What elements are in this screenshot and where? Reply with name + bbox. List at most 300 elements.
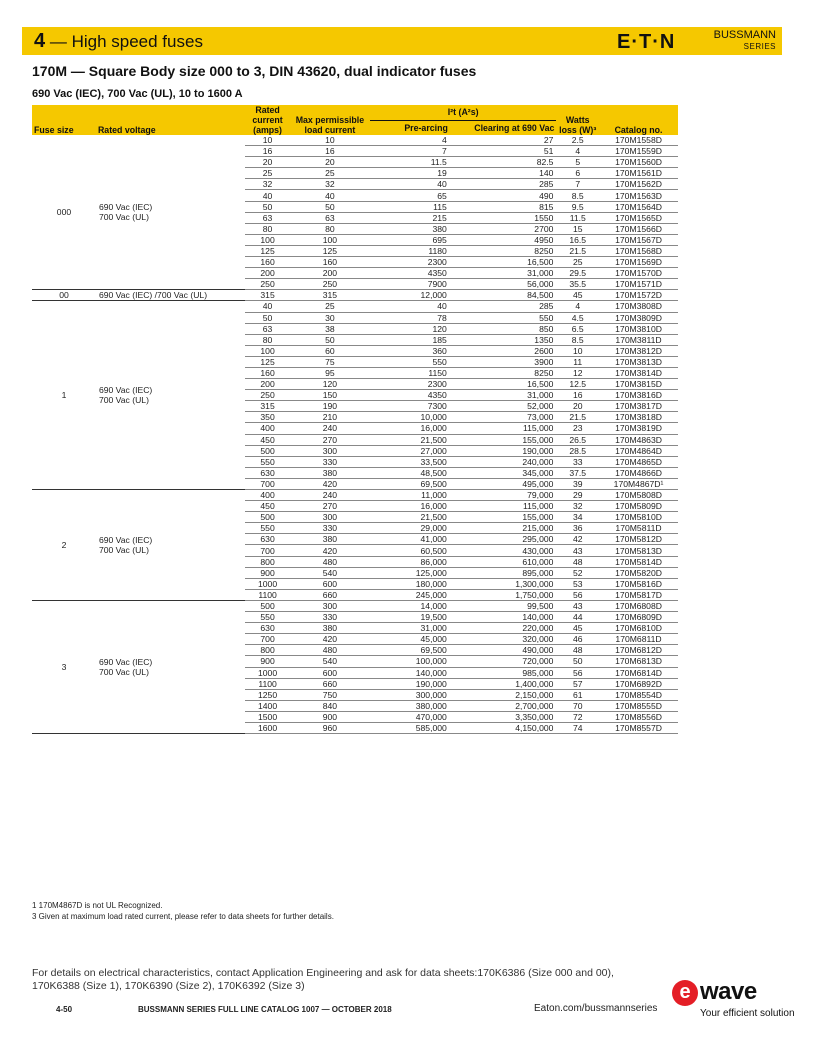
clearing-cell: 550 bbox=[450, 312, 557, 323]
pre-arcing-cell: 40 bbox=[370, 179, 450, 190]
clearing-cell: 1350 bbox=[450, 334, 557, 345]
watts-cell: 74 bbox=[556, 722, 599, 733]
watts-cell: 21.5 bbox=[556, 412, 599, 423]
rated-current-cell: 80 bbox=[245, 334, 290, 345]
pre-arcing-cell: 11.5 bbox=[370, 157, 450, 168]
pre-arcing-cell: 125,000 bbox=[370, 567, 450, 578]
clearing-cell: 1,750,000 bbox=[450, 589, 557, 600]
watts-cell: 12 bbox=[556, 367, 599, 378]
clearing-cell: 215,000 bbox=[450, 523, 557, 534]
catalog-cell: 170M6808D bbox=[599, 600, 678, 611]
pre-arcing-cell: 4 bbox=[370, 135, 450, 146]
rated-current-cell: 32 bbox=[245, 179, 290, 190]
clearing-cell: 2600 bbox=[450, 345, 557, 356]
watts-cell: 34 bbox=[556, 512, 599, 523]
section-banner bbox=[22, 27, 782, 55]
max-load-cell: 210 bbox=[290, 412, 370, 423]
website-link[interactable]: Eaton.com/bussmannseries bbox=[534, 1003, 658, 1014]
max-load-cell: 660 bbox=[290, 678, 370, 689]
pre-arcing-cell: 45,000 bbox=[370, 634, 450, 645]
pre-arcing-cell: 7 bbox=[370, 146, 450, 157]
watts-cell: 70 bbox=[556, 700, 599, 711]
pre-arcing-cell: 19,500 bbox=[370, 612, 450, 623]
col-rated-current: Rated current (amps) bbox=[245, 105, 290, 135]
rated-current-cell: 25 bbox=[245, 168, 290, 179]
max-load-cell: 330 bbox=[290, 456, 370, 467]
watts-cell: 20 bbox=[556, 401, 599, 412]
catalog-footer: BUSSMANN SERIES FULL LINE CATALOG 1007 — OCTOBER 2018 bbox=[138, 1005, 392, 1014]
pre-arcing-cell: 14,000 bbox=[370, 600, 450, 611]
clearing-cell: 56,000 bbox=[450, 279, 557, 290]
rated-voltage-cell: 690 Vac (IEC) 700 Vac (UL) bbox=[96, 135, 245, 290]
rated-current-cell: 100 bbox=[245, 234, 290, 245]
catalog-cell: 170M6812D bbox=[599, 645, 678, 656]
catalog-cell: 170M3812D bbox=[599, 345, 678, 356]
rated-current-cell: 160 bbox=[245, 367, 290, 378]
max-load-cell: 160 bbox=[290, 257, 370, 268]
max-load-cell: 380 bbox=[290, 534, 370, 545]
pre-arcing-cell: 2300 bbox=[370, 379, 450, 390]
rated-current-cell: 630 bbox=[245, 467, 290, 478]
rated-current-cell: 550 bbox=[245, 612, 290, 623]
catalog-cell: 170M3817D bbox=[599, 401, 678, 412]
catalog-cell: 170M1563D bbox=[599, 190, 678, 201]
rated-current-cell: 100 bbox=[245, 345, 290, 356]
rated-current-cell: 450 bbox=[245, 501, 290, 512]
max-load-cell: 120 bbox=[290, 379, 370, 390]
pre-arcing-cell: 10,000 bbox=[370, 412, 450, 423]
catalog-cell: 170M1569D bbox=[599, 257, 678, 268]
rated-current-cell: 315 bbox=[245, 401, 290, 412]
rated-current-cell: 1000 bbox=[245, 578, 290, 589]
eaton-logo: E·T·N bbox=[617, 31, 676, 53]
watts-cell: 56 bbox=[556, 667, 599, 678]
max-load-cell: 330 bbox=[290, 612, 370, 623]
clearing-cell: 240,000 bbox=[450, 456, 557, 467]
pre-arcing-cell: 550 bbox=[370, 356, 450, 367]
fuse-size-cell: 000 bbox=[32, 135, 96, 290]
rated-current-cell: 250 bbox=[245, 279, 290, 290]
catalog-cell: 170M6810D bbox=[599, 623, 678, 634]
pre-arcing-cell: 300,000 bbox=[370, 689, 450, 700]
clearing-cell: 8250 bbox=[450, 367, 557, 378]
catalog-cell: 170M5820D bbox=[599, 567, 678, 578]
catalog-cell: 170M1560D bbox=[599, 157, 678, 168]
max-load-cell: 480 bbox=[290, 556, 370, 567]
catalog-cell: 170M8554D bbox=[599, 689, 678, 700]
max-load-cell: 840 bbox=[290, 700, 370, 711]
clearing-cell: 190,000 bbox=[450, 445, 557, 456]
clearing-cell: 895,000 bbox=[450, 567, 557, 578]
rated-current-cell: 700 bbox=[245, 478, 290, 489]
watts-cell: 57 bbox=[556, 678, 599, 689]
page-subtitle: 170M — Square Body size 000 to 3, DIN 43620, dual indicator fuses bbox=[32, 63, 477, 79]
rated-current-cell: 400 bbox=[245, 423, 290, 434]
max-load-cell: 25 bbox=[290, 168, 370, 179]
max-load-cell: 900 bbox=[290, 711, 370, 722]
clearing-cell: 16,500 bbox=[450, 257, 557, 268]
rated-current-cell: 1100 bbox=[245, 589, 290, 600]
rated-current-cell: 50 bbox=[245, 201, 290, 212]
pre-arcing-cell: 2300 bbox=[370, 257, 450, 268]
pre-arcing-cell: 78 bbox=[370, 312, 450, 323]
pre-arcing-cell: 695 bbox=[370, 234, 450, 245]
max-load-cell: 80 bbox=[290, 223, 370, 234]
catalog-cell: 170M1559D bbox=[599, 146, 678, 157]
watts-cell: 72 bbox=[556, 711, 599, 722]
clearing-cell: 985,000 bbox=[450, 667, 557, 678]
clearing-cell: 31,000 bbox=[450, 268, 557, 279]
catalog-cell: 170M6811D bbox=[599, 634, 678, 645]
pre-arcing-cell: 180,000 bbox=[370, 578, 450, 589]
catalog-cell: 170M1558D bbox=[599, 135, 678, 146]
max-load-cell: 420 bbox=[290, 634, 370, 645]
pre-arcing-cell: 245,000 bbox=[370, 589, 450, 600]
pre-arcing-cell: 41,000 bbox=[370, 534, 450, 545]
catalog-cell: 170M3813D bbox=[599, 356, 678, 367]
rated-current-cell: 450 bbox=[245, 434, 290, 445]
max-load-cell: 40 bbox=[290, 190, 370, 201]
fuse-size-cell: 1 bbox=[32, 301, 96, 490]
max-load-cell: 270 bbox=[290, 501, 370, 512]
max-load-cell: 300 bbox=[290, 600, 370, 611]
clearing-cell: 4950 bbox=[450, 234, 557, 245]
col-fuse-size: Fuse size bbox=[32, 105, 96, 135]
catalog-cell: 170M5810D bbox=[599, 512, 678, 523]
pre-arcing-cell: 21,500 bbox=[370, 434, 450, 445]
page-number: 4-50 bbox=[56, 1005, 73, 1014]
max-load-cell: 240 bbox=[290, 490, 370, 501]
watts-cell: 43 bbox=[556, 545, 599, 556]
catalog-cell: 170M1568D bbox=[599, 245, 678, 256]
watts-cell: 10 bbox=[556, 345, 599, 356]
pre-arcing-cell: 380 bbox=[370, 223, 450, 234]
rated-current-cell: 400 bbox=[245, 490, 290, 501]
pre-arcing-cell: 16,000 bbox=[370, 501, 450, 512]
max-load-cell: 540 bbox=[290, 567, 370, 578]
footnote-3: 3 Given at maximum load rated current, please refer to data sheets for further details. bbox=[32, 912, 334, 921]
max-load-cell: 380 bbox=[290, 623, 370, 634]
max-load-cell: 250 bbox=[290, 279, 370, 290]
max-load-cell: 660 bbox=[290, 589, 370, 600]
catalog-cell: 170M4866D bbox=[599, 467, 678, 478]
pre-arcing-cell: 33,500 bbox=[370, 456, 450, 467]
table-row bbox=[32, 290, 678, 301]
clearing-cell: 4,150,000 bbox=[450, 722, 557, 733]
pre-arcing-cell: 21,500 bbox=[370, 512, 450, 523]
pre-arcing-cell: 4350 bbox=[370, 268, 450, 279]
pre-arcing-cell: 69,500 bbox=[370, 478, 450, 489]
rated-current-cell: 350 bbox=[245, 412, 290, 423]
rated-current-cell: 160 bbox=[245, 257, 290, 268]
max-load-cell: 200 bbox=[290, 268, 370, 279]
clearing-cell: 850 bbox=[450, 323, 557, 334]
max-load-cell: 380 bbox=[290, 467, 370, 478]
max-load-cell: 63 bbox=[290, 212, 370, 223]
watts-cell: 11 bbox=[556, 356, 599, 367]
pre-arcing-cell: 120 bbox=[370, 323, 450, 334]
clearing-cell: 1,400,000 bbox=[450, 678, 557, 689]
max-load-cell: 315 bbox=[290, 290, 370, 301]
max-load-cell: 38 bbox=[290, 323, 370, 334]
max-load-cell: 16 bbox=[290, 146, 370, 157]
rating-subhead: 690 Vac (IEC), 700 Vac (UL), 10 to 1600 A bbox=[32, 88, 243, 100]
rated-current-cell: 1250 bbox=[245, 689, 290, 700]
fuse-table bbox=[32, 105, 678, 734]
max-load-cell: 300 bbox=[290, 445, 370, 456]
rated-current-cell: 63 bbox=[245, 323, 290, 334]
pre-arcing-cell: 60,500 bbox=[370, 545, 450, 556]
clearing-cell: 140 bbox=[450, 168, 557, 179]
max-load-cell: 50 bbox=[290, 334, 370, 345]
clearing-cell: 155,000 bbox=[450, 434, 557, 445]
pre-arcing-cell: 140,000 bbox=[370, 667, 450, 678]
max-load-cell: 300 bbox=[290, 512, 370, 523]
rated-current-cell: 800 bbox=[245, 645, 290, 656]
catalog-cell: 170M3810D bbox=[599, 323, 678, 334]
watts-cell: 5 bbox=[556, 157, 599, 168]
pre-arcing-cell: 40 bbox=[370, 301, 450, 312]
clearing-cell: 720,000 bbox=[450, 656, 557, 667]
catalog-cell: 170M5811D bbox=[599, 523, 678, 534]
rated-current-cell: 315 bbox=[245, 290, 290, 301]
pre-arcing-cell: 29,000 bbox=[370, 523, 450, 534]
max-load-cell: 750 bbox=[290, 689, 370, 700]
catalog-cell: 170M5809D bbox=[599, 501, 678, 512]
clearing-cell: 51 bbox=[450, 146, 557, 157]
table-header-row bbox=[32, 105, 678, 120]
watts-cell: 7 bbox=[556, 179, 599, 190]
contact-text: For details on electrical characteristics, contact Application Engineering and ask for data sheets:170K6386 (Size 000 and 00), 170K6388 (Size 1), 170K6390 (Size 2), 170K6392 (Size 3) bbox=[32, 967, 614, 992]
pre-arcing-cell: 69,500 bbox=[370, 645, 450, 656]
table-row bbox=[32, 600, 678, 611]
watts-cell: 35.5 bbox=[556, 279, 599, 290]
pre-arcing-cell: 190,000 bbox=[370, 678, 450, 689]
ewave-wordmark: wave bbox=[700, 978, 757, 1005]
max-load-cell: 420 bbox=[290, 478, 370, 489]
watts-cell: 29.5 bbox=[556, 268, 599, 279]
pre-arcing-cell: 11,000 bbox=[370, 490, 450, 501]
catalog-cell: 170M4864D bbox=[599, 445, 678, 456]
pre-arcing-cell: 185 bbox=[370, 334, 450, 345]
catalog-cell: 170M6892D bbox=[599, 678, 678, 689]
max-load-cell: 60 bbox=[290, 345, 370, 356]
watts-cell: 8.5 bbox=[556, 190, 599, 201]
ewave-watermark bbox=[670, 978, 810, 1022]
watts-cell: 44 bbox=[556, 612, 599, 623]
watts-cell: 61 bbox=[556, 689, 599, 700]
max-load-cell: 270 bbox=[290, 434, 370, 445]
rated-current-cell: 125 bbox=[245, 245, 290, 256]
clearing-cell: 2700 bbox=[450, 223, 557, 234]
rated-current-cell: 1100 bbox=[245, 678, 290, 689]
pre-arcing-cell: 115 bbox=[370, 201, 450, 212]
rated-current-cell: 250 bbox=[245, 390, 290, 401]
max-load-cell: 125 bbox=[290, 245, 370, 256]
fuse-size-cell: 00 bbox=[32, 290, 96, 301]
catalog-cell: 170M8557D bbox=[599, 722, 678, 733]
watts-cell: 9.5 bbox=[556, 201, 599, 212]
max-load-cell: 190 bbox=[290, 401, 370, 412]
pre-arcing-cell: 215 bbox=[370, 212, 450, 223]
watts-cell: 48 bbox=[556, 556, 599, 567]
max-load-cell: 30 bbox=[290, 312, 370, 323]
watts-cell: 39 bbox=[556, 478, 599, 489]
watts-cell: 15 bbox=[556, 223, 599, 234]
pre-arcing-cell: 65 bbox=[370, 190, 450, 201]
watts-cell: 42 bbox=[556, 534, 599, 545]
clearing-cell: 115,000 bbox=[450, 501, 557, 512]
catalog-cell: 170M1567D bbox=[599, 234, 678, 245]
pre-arcing-cell: 19 bbox=[370, 168, 450, 179]
watts-cell: 53 bbox=[556, 578, 599, 589]
rated-current-cell: 80 bbox=[245, 223, 290, 234]
watts-cell: 36 bbox=[556, 523, 599, 534]
max-load-cell: 960 bbox=[290, 722, 370, 733]
rated-voltage-cell: 690 Vac (IEC) 700 Vac (UL) bbox=[96, 600, 245, 733]
rated-current-cell: 16 bbox=[245, 146, 290, 157]
max-load-cell: 240 bbox=[290, 423, 370, 434]
watts-cell: 23 bbox=[556, 423, 599, 434]
max-load-cell: 330 bbox=[290, 523, 370, 534]
watts-cell: 16.5 bbox=[556, 234, 599, 245]
fuse-size-cell: 2 bbox=[32, 490, 96, 601]
watts-cell: 4.5 bbox=[556, 312, 599, 323]
footnotes bbox=[32, 900, 334, 922]
clearing-cell: 31,000 bbox=[450, 390, 557, 401]
catalog-cell: 170M6814D bbox=[599, 667, 678, 678]
watts-cell: 16 bbox=[556, 390, 599, 401]
col-pre-arcing: Pre-arcing bbox=[370, 120, 450, 135]
catalog-cell: 170M3814D bbox=[599, 367, 678, 378]
clearing-cell: 82.5 bbox=[450, 157, 557, 168]
col-rated-voltage: Rated voltage bbox=[96, 105, 245, 135]
col-i2t-group: I²t (A²s) bbox=[370, 105, 557, 120]
rated-current-cell: 700 bbox=[245, 634, 290, 645]
pre-arcing-cell: 360 bbox=[370, 345, 450, 356]
watts-cell: 46 bbox=[556, 634, 599, 645]
rated-current-cell: 630 bbox=[245, 623, 290, 634]
clearing-cell: 1550 bbox=[450, 212, 557, 223]
rated-current-cell: 500 bbox=[245, 445, 290, 456]
clearing-cell: 115,000 bbox=[450, 423, 557, 434]
catalog-cell: 170M1565D bbox=[599, 212, 678, 223]
catalog-cell: 170M5813D bbox=[599, 545, 678, 556]
table-row bbox=[32, 301, 678, 312]
watts-cell: 4 bbox=[556, 146, 599, 157]
catalog-cell: 170M5814D bbox=[599, 556, 678, 567]
clearing-cell: 155,000 bbox=[450, 512, 557, 523]
clearing-cell: 3900 bbox=[450, 356, 557, 367]
clearing-cell: 1,300,000 bbox=[450, 578, 557, 589]
rated-current-cell: 125 bbox=[245, 356, 290, 367]
clearing-cell: 2,150,000 bbox=[450, 689, 557, 700]
rated-current-cell: 550 bbox=[245, 456, 290, 467]
pre-arcing-cell: 470,000 bbox=[370, 711, 450, 722]
col-catalog: Catalog no. bbox=[599, 105, 678, 135]
rated-current-cell: 63 bbox=[245, 212, 290, 223]
rated-current-cell: 1600 bbox=[245, 722, 290, 733]
clearing-cell: 2,700,000 bbox=[450, 700, 557, 711]
ewave-logo-icon: e bbox=[672, 980, 698, 1006]
watts-cell: 6.5 bbox=[556, 323, 599, 334]
catalog-cell: 170M4865D bbox=[599, 456, 678, 467]
pre-arcing-cell: 4350 bbox=[370, 390, 450, 401]
clearing-cell: 99,500 bbox=[450, 600, 557, 611]
catalog-cell: 170M3818D bbox=[599, 412, 678, 423]
catalog-cell: 170M4867D¹ bbox=[599, 478, 678, 489]
catalog-cell: 170M1571D bbox=[599, 279, 678, 290]
catalog-cell: 170M1572D bbox=[599, 290, 678, 301]
max-load-cell: 420 bbox=[290, 545, 370, 556]
rated-current-cell: 40 bbox=[245, 190, 290, 201]
catalog-cell: 170M5816D bbox=[599, 578, 678, 589]
rated-current-cell: 40 bbox=[245, 301, 290, 312]
col-max-load: Max permissible load current bbox=[290, 105, 370, 135]
rated-current-cell: 900 bbox=[245, 567, 290, 578]
catalog-cell: 170M8555D bbox=[599, 700, 678, 711]
catalog-cell: 170M1564D bbox=[599, 201, 678, 212]
clearing-cell: 73,000 bbox=[450, 412, 557, 423]
catalog-cell: 170M3815D bbox=[599, 379, 678, 390]
clearing-cell: 220,000 bbox=[450, 623, 557, 634]
watts-cell: 8.5 bbox=[556, 334, 599, 345]
catalog-cell: 170M3811D bbox=[599, 334, 678, 345]
clearing-cell: 16,500 bbox=[450, 379, 557, 390]
catalog-cell: 170M1562D bbox=[599, 179, 678, 190]
clearing-cell: 295,000 bbox=[450, 534, 557, 545]
catalog-cell: 170M4863D bbox=[599, 434, 678, 445]
pre-arcing-cell: 31,000 bbox=[370, 623, 450, 634]
rated-current-cell: 10 bbox=[245, 135, 290, 146]
watts-cell: 28.5 bbox=[556, 445, 599, 456]
watts-cell: 48 bbox=[556, 645, 599, 656]
rated-current-cell: 200 bbox=[245, 268, 290, 279]
pre-arcing-cell: 16,000 bbox=[370, 423, 450, 434]
pre-arcing-cell: 12,000 bbox=[370, 290, 450, 301]
max-load-cell: 95 bbox=[290, 367, 370, 378]
catalog-cell: 170M5808D bbox=[599, 490, 678, 501]
max-load-cell: 150 bbox=[290, 390, 370, 401]
rated-current-cell: 550 bbox=[245, 523, 290, 534]
rated-current-cell: 1500 bbox=[245, 711, 290, 722]
pre-arcing-cell: 1150 bbox=[370, 367, 450, 378]
catalog-cell: 170M8556D bbox=[599, 711, 678, 722]
watts-cell: 52 bbox=[556, 567, 599, 578]
rated-voltage-cell: 690 Vac (IEC) /700 Vac (UL) bbox=[96, 290, 245, 301]
max-load-cell: 50 bbox=[290, 201, 370, 212]
catalog-cell: 170M1566D bbox=[599, 223, 678, 234]
clearing-cell: 495,000 bbox=[450, 478, 557, 489]
rated-current-cell: 900 bbox=[245, 656, 290, 667]
fuse-size-cell: 3 bbox=[32, 600, 96, 733]
watts-cell: 43 bbox=[556, 600, 599, 611]
table-row bbox=[32, 135, 678, 146]
clearing-cell: 8250 bbox=[450, 245, 557, 256]
watts-cell: 33 bbox=[556, 456, 599, 467]
rated-current-cell: 50 bbox=[245, 312, 290, 323]
clearing-cell: 27 bbox=[450, 135, 557, 146]
catalog-cell: 170M1561D bbox=[599, 168, 678, 179]
rated-current-cell: 500 bbox=[245, 512, 290, 523]
max-load-cell: 25 bbox=[290, 301, 370, 312]
max-load-cell: 540 bbox=[290, 656, 370, 667]
clearing-cell: 79,000 bbox=[450, 490, 557, 501]
table-row bbox=[32, 490, 678, 501]
watts-cell: 25 bbox=[556, 257, 599, 268]
clearing-cell: 52,000 bbox=[450, 401, 557, 412]
watts-cell: 32 bbox=[556, 501, 599, 512]
